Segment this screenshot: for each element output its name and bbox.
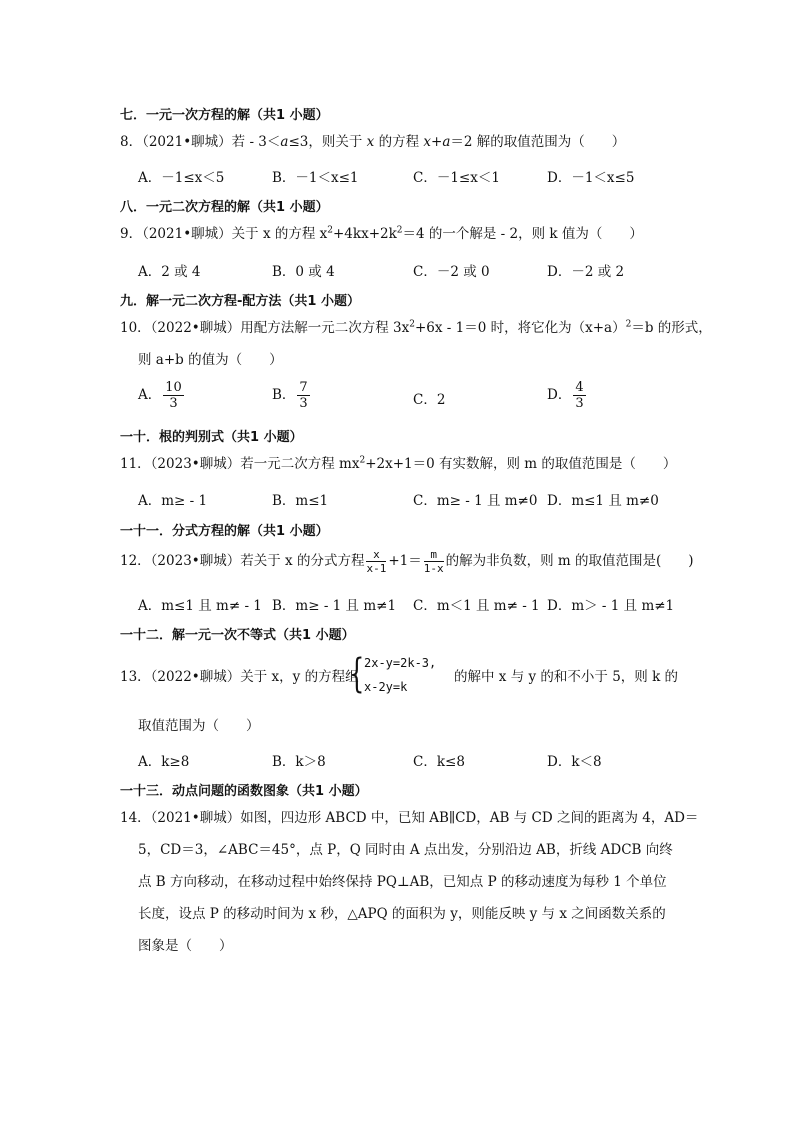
question-14-line: 14．（2021•聊城）如图，四边形 ABCD 中，已知 AB∥CD，AB 与 CD 之间的距离为 4，AD＝ xyxy=(120,810,699,826)
superscript: 2 xyxy=(625,319,632,330)
question-13-tail: 的解中 x 与 y 的和不小于 5，则 k 的 xyxy=(454,669,679,685)
denominator: 3 xyxy=(575,396,584,411)
question-text: 8．（2021•聊城）若 - 3＜ xyxy=(120,134,281,150)
option-c: C．m＜1 且 m≠ - 1 xyxy=(413,598,540,614)
math-var: a xyxy=(280,134,289,150)
question-14-line: 点 B 方向移动，在移动过程中始终保持 PQ⊥AB，已知点 P 的移动速度为每秒 1 个单位 xyxy=(138,874,667,890)
question-9 xyxy=(120,224,643,246)
question-text: 13．（2022•聊城）关于 x，y 的方程组 xyxy=(120,669,359,685)
question-14-line: 图象是（ ） xyxy=(138,938,233,954)
numerator: 4 xyxy=(575,380,584,395)
option-label: D． xyxy=(547,387,572,403)
section-heading: 一十一．分式方程的解（共1 小题） xyxy=(120,524,329,539)
question-13-line2: 取值范围为（ ） xyxy=(138,718,260,734)
math-expr: x+a xyxy=(423,134,451,150)
brace-icon: { xyxy=(349,651,365,697)
question-8 xyxy=(120,132,625,154)
option-b: B．m≥ - 1 且 m≠1 xyxy=(272,598,397,614)
option-b: B．－1＜x≤1 xyxy=(272,170,359,186)
option-b: B．k＞8 xyxy=(272,754,326,770)
question-13 xyxy=(120,667,359,689)
option-c: C．m≥ - 1 且 m≠0 xyxy=(413,493,538,509)
question-text: +1＝ xyxy=(388,553,422,569)
option-a: A．－1≤x＜5 xyxy=(138,170,225,186)
superscript: 2 xyxy=(396,225,403,236)
denominator: 3 xyxy=(169,396,178,411)
equation-line: 2x-y=2k-3, xyxy=(364,656,437,670)
section-heading: 一十二．解一元一次不等式（共1 小题） xyxy=(120,628,355,643)
question-10 xyxy=(120,318,712,340)
question-text: 的解为非负数，则 m 的取值范围是( ) xyxy=(445,553,694,569)
option-b xyxy=(272,380,312,411)
section-heading: 一十三．动点问题的函数图象（共1 小题） xyxy=(120,784,368,799)
fraction xyxy=(297,380,309,411)
option-label: A． xyxy=(138,387,162,403)
superscript: 2 xyxy=(327,225,333,236)
option-label: B． xyxy=(272,387,296,403)
superscript: 2 xyxy=(409,319,415,330)
option-a: A．k≥8 xyxy=(138,754,190,770)
option-d: D．－1＜x≤5 xyxy=(547,170,635,186)
option-b: B．m≤1 xyxy=(272,493,329,509)
fraction xyxy=(573,380,585,411)
option-c: C．k≤8 xyxy=(413,754,465,770)
option-a: A．m≤1 且 m≠ - 1 xyxy=(138,598,262,614)
fraction xyxy=(163,380,184,411)
option-c: C．－1≤x＜1 xyxy=(413,170,500,186)
question-text: 10．（2022•聊城）用配方法解一元二次方程 3x xyxy=(120,320,410,336)
question-text: 的方程 xyxy=(374,134,424,150)
math-var: x xyxy=(366,134,375,150)
numerator: x xyxy=(366,548,386,562)
option-d: D．m＞ - 1 且 m≠1 xyxy=(547,598,675,614)
question-14-line: 长度，设点 P 的移动时间为 x 秒，△APQ 的面积为 y，则能反映 y 与 x 之间函数关系的 xyxy=(138,906,666,922)
question-text: ＝4 的一个解是 - 2，则 k 值为（ ） xyxy=(402,226,643,242)
option-d: D．－2 或 2 xyxy=(547,264,625,280)
option-d: D．m≤1 且 m≠0 xyxy=(547,493,659,509)
question-text: +4kx+2k xyxy=(333,226,397,242)
superscript: 2 xyxy=(359,455,366,466)
denominator: x-1 xyxy=(366,562,387,575)
question-text: ＝b 的形式， xyxy=(631,320,712,336)
option-a xyxy=(138,380,186,411)
option-d: D．k＜8 xyxy=(547,754,602,770)
numerator: 7 xyxy=(299,380,308,395)
question-text: 11．（2023•聊城）若一元二次方程 mx xyxy=(120,456,360,472)
denominator: 3 xyxy=(299,396,308,411)
equation-line: x-2y=k xyxy=(364,680,408,694)
question-10-line2: 则 a+b 的值为（ ） xyxy=(138,352,283,368)
question-text: 9．（2021•聊城）关于 x 的方程 x xyxy=(120,226,328,242)
fraction xyxy=(366,548,386,575)
section-heading: 一十．根的判别式（共1 小题） xyxy=(120,430,303,445)
question-14-line: 5，CD＝3，∠ABC＝45°，点 P，Q 同时由 A 点出发，分别沿边 AB，折线 ADCB 向终 xyxy=(138,842,673,858)
question-11 xyxy=(120,454,676,476)
question-12 xyxy=(120,548,694,575)
option-a: A．2 或 4 xyxy=(138,264,201,280)
question-text: ＝2 解的取值范围为（ ） xyxy=(450,134,626,150)
option-c: C．2 xyxy=(413,392,446,408)
option-d xyxy=(547,380,588,411)
denominator: 1-x xyxy=(423,562,444,575)
equation-system xyxy=(349,651,450,698)
option-a: A．m≥ - 1 xyxy=(138,493,208,509)
section-heading: 九．解一元二次方程-配方法（共1 小题） xyxy=(120,294,360,309)
option-b: B．0 或 4 xyxy=(272,264,335,280)
question-text: ≤3，则关于 xyxy=(288,134,367,150)
question-text: +2x+1＝0 有实数解，则 m 的取值范围是（ ） xyxy=(365,456,677,472)
option-c: C．－2 或 0 xyxy=(413,264,490,280)
numerator: m xyxy=(424,548,444,562)
section-heading: 八．一元二次方程的解（共1 小题） xyxy=(120,200,329,215)
fraction xyxy=(424,548,444,575)
question-text: 12．（2023•聊城）若关于 x 的分式方程 xyxy=(120,553,365,569)
section-heading: 七．一元一次方程的解（共1 小题） xyxy=(120,108,329,123)
question-text: +6x - 1＝0 时，将它化为（x+a） xyxy=(414,320,626,336)
numerator: 10 xyxy=(165,380,182,395)
